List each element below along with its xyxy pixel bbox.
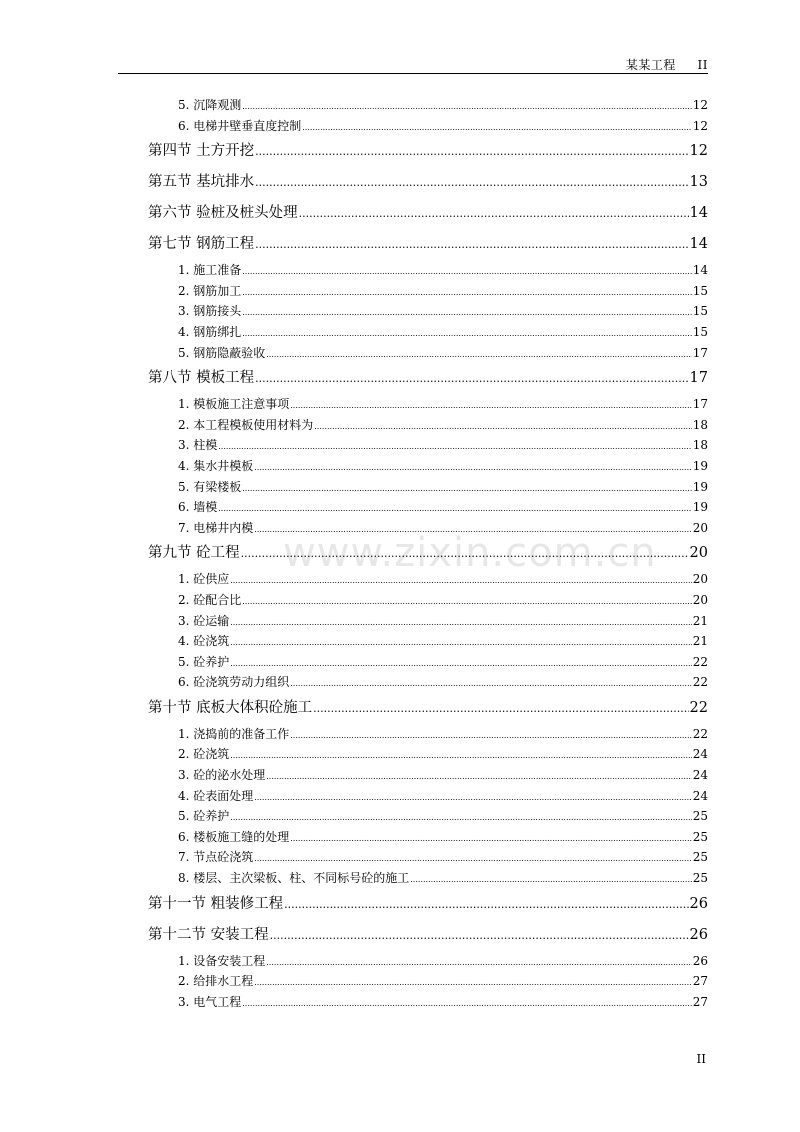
toc-subsection-entry[interactable] (148, 435, 708, 456)
toc-entry-label: 1. 砼供应 (178, 572, 230, 587)
toc-section-entry[interactable] (148, 198, 708, 229)
toc-entry-label: 第十二节 安装工程 (148, 926, 269, 943)
dot-leader (242, 281, 691, 304)
toc-entry-page-number: 27 (692, 974, 708, 989)
toc-entry-page-number: 22 (692, 654, 708, 669)
toc-subsection-entry[interactable] (148, 992, 708, 1013)
toc-entry-label: 第六节 验桩及桩头处理 (148, 205, 298, 222)
toc-entry-label: 1. 模板施工注意事项 (178, 397, 290, 412)
toc-subsection-entry[interactable] (148, 971, 708, 992)
toc-entry-page-number: 13 (689, 174, 708, 191)
toc-entry-label: 第十节 底板大体积砼施工 (148, 699, 313, 716)
dot-leader (270, 920, 689, 951)
dot-leader (230, 744, 691, 767)
dot-leader (299, 198, 689, 229)
toc-entry-label: 第十一节 粗装修工程 (148, 895, 284, 912)
dot-leader (218, 497, 691, 520)
toc-entry-label: 6. 砼浇筑劳动力组织 (178, 675, 290, 690)
toc-entry-page-number: 27 (692, 994, 708, 1009)
toc-entry-label: 1. 施工准备 (178, 263, 242, 278)
dot-leader (255, 363, 688, 394)
dot-leader (290, 394, 691, 417)
toc-entry-label: 3. 柱模 (178, 438, 218, 453)
watermark: www.zixin.com.cn (283, 530, 657, 576)
dot-leader (255, 167, 688, 198)
toc-entry-label: 6. 电梯井壁垂直度控制 (178, 118, 302, 133)
toc-entry-page-number: 26 (689, 895, 708, 912)
toc-entry-label: 2. 本工程模板使用材料为 (178, 417, 314, 432)
dot-leader (254, 518, 691, 541)
toc-entry-page-number: 22 (692, 726, 708, 741)
toc-entry-page-number: 24 (692, 768, 708, 783)
toc-entry-label: 2. 砼配合比 (178, 592, 242, 607)
toc-subsection-entry[interactable] (148, 415, 708, 436)
toc-entry-label: 5. 沉降观测 (178, 98, 242, 112)
toc-entry-page-number: 17 (689, 370, 708, 387)
toc-entry-page-number: 15 (692, 283, 708, 298)
toc-entry-page-number: 17 (692, 397, 708, 412)
dot-leader (266, 765, 691, 788)
toc-subsection-entry[interactable] (148, 868, 708, 889)
toc-section-entry[interactable] (148, 363, 708, 394)
header-title: 某某工程 (625, 58, 676, 72)
toc-subsection-entry[interactable] (148, 456, 708, 477)
toc-entry-label: 第四节 土方开挖 (148, 143, 255, 160)
toc-entry-page-number: 22 (692, 675, 708, 690)
header-rule (118, 73, 708, 74)
dot-leader (242, 477, 691, 500)
toc-subsection-entry[interactable] (148, 765, 708, 786)
dot-leader (242, 322, 691, 345)
toc-subsection-entry[interactable] (148, 518, 708, 539)
toc-section-entry[interactable] (148, 136, 708, 167)
toc-subsection-entry[interactable] (148, 343, 708, 364)
toc-entry-label: 2. 钢筋加工 (178, 283, 242, 298)
toc-section-entry[interactable] (148, 538, 708, 569)
toc-entry-label: 第五节 基坑排水 (148, 174, 255, 191)
toc-entry-label: 3. 砼的泌水处理 (178, 768, 266, 783)
toc-entry-page-number: 22 (689, 699, 708, 716)
toc-section-entry[interactable] (148, 920, 708, 951)
toc-entry-label: 1. 设备安装工程 (178, 953, 266, 968)
toc-subsection-entry[interactable] (148, 744, 708, 765)
toc-entry-label: 3. 电气工程 (178, 994, 242, 1009)
toc-entry-page-number: 15 (692, 304, 708, 319)
toc-entry-page-number: 19 (692, 479, 708, 494)
running-header (626, 56, 708, 73)
toc-subsection-entry[interactable] (148, 847, 708, 868)
toc-entry-page-number: 21 (692, 634, 708, 649)
toc-subsection-entry[interactable] (148, 116, 708, 137)
toc-entry-page-number: 18 (692, 417, 708, 432)
toc-entry-page-number: 15 (692, 324, 708, 339)
toc-entry-page-number: 25 (692, 850, 708, 865)
dot-leader (242, 95, 691, 118)
toc-entry-label: 4. 钢筋绑扎 (178, 324, 242, 339)
toc-entry-page-number: 19 (692, 458, 708, 473)
toc-subsection-entry[interactable] (148, 394, 708, 415)
toc-entry-page-number: 25 (692, 809, 708, 824)
dot-leader (230, 569, 691, 592)
table-of-contents (148, 95, 708, 1012)
toc-entry-page-number: 20 (692, 572, 708, 587)
toc-subsection-entry[interactable] (148, 477, 708, 498)
dot-leader (255, 136, 688, 167)
toc-subsection-entry[interactable] (148, 951, 708, 972)
toc-entry-label: 6. 楼板施工缝的处理 (178, 829, 290, 844)
toc-entry-label: 第七节 钢筋工程 (148, 236, 255, 253)
toc-entry-page-number: 24 (692, 788, 708, 803)
dot-leader (254, 847, 691, 870)
toc-subsection-entry[interactable] (148, 724, 708, 745)
toc-subsection-entry[interactable] (148, 590, 708, 611)
dot-leader (410, 868, 691, 891)
dot-leader (254, 456, 691, 479)
toc-entry-label: 7. 节点砼浇筑 (178, 850, 254, 865)
dot-leader (302, 116, 691, 139)
toc-subsection-entry[interactable] (148, 322, 708, 343)
toc-entry-label: 2. 砼浇筑 (178, 747, 230, 762)
toc-entry-page-number: 21 (692, 613, 708, 628)
toc-entry-page-number: 12 (689, 143, 708, 160)
toc-entry-label: 5. 砼养护 (178, 654, 230, 669)
toc-entry-label: 4. 砼表面处理 (178, 788, 254, 803)
toc-subsection-entry[interactable] (148, 301, 708, 322)
toc-entry-page-number: 26 (689, 926, 708, 943)
toc-entry-page-number: 14 (689, 236, 708, 253)
toc-entry-page-number: 12 (692, 98, 708, 112)
toc-entry-page-number: 14 (689, 205, 708, 222)
dot-leader (313, 693, 688, 724)
toc-subsection-entry[interactable] (148, 611, 708, 632)
toc-entry-label: 第八节 模板工程 (148, 370, 255, 387)
toc-subsection-entry[interactable] (148, 786, 708, 807)
dot-leader (242, 992, 691, 1015)
dot-leader (241, 538, 689, 569)
dot-leader (230, 806, 691, 829)
dot-leader (290, 827, 691, 850)
toc-entry-label: 4. 砼浇筑 (178, 634, 230, 649)
dot-leader (314, 415, 691, 438)
dot-leader (290, 724, 691, 747)
toc-entry-label: 第九节 砼工程 (148, 545, 240, 562)
toc-section-entry[interactable] (148, 693, 708, 724)
toc-entry-label: 5. 有梁楼板 (178, 479, 242, 494)
toc-entry-label: 7. 电梯井内模 (178, 520, 254, 535)
toc-entry-label: 8. 楼层、主次梁板、柱、不同标号砼的施工 (178, 871, 410, 886)
dot-leader (242, 301, 691, 324)
toc-subsection-entry[interactable] (148, 95, 708, 116)
dot-leader (266, 951, 691, 974)
footer-page-number: II (696, 1052, 706, 1066)
toc-entry-page-number: 19 (692, 500, 708, 515)
toc-section-entry[interactable] (148, 167, 708, 198)
toc-section-entry[interactable] (148, 229, 708, 260)
toc-subsection-entry[interactable] (148, 631, 708, 652)
toc-entry-page-number: 20 (692, 592, 708, 607)
toc-entry-label: 3. 钢筋接头 (178, 304, 242, 319)
toc-entry-page-number: 25 (692, 829, 708, 844)
dot-leader (218, 435, 691, 458)
toc-subsection-entry[interactable] (148, 497, 708, 518)
dot-leader (230, 631, 691, 654)
toc-subsection-entry[interactable] (148, 281, 708, 302)
toc-entry-page-number: 24 (692, 747, 708, 762)
toc-subsection-entry[interactable] (148, 806, 708, 827)
dot-leader (254, 786, 691, 809)
header-page-number: II (697, 58, 708, 72)
toc-subsection-entry[interactable] (148, 652, 708, 673)
toc-entry-page-number: 25 (692, 871, 708, 886)
dot-leader (230, 652, 691, 675)
toc-entry-label: 4. 集水井模板 (178, 458, 254, 473)
dot-leader (290, 672, 691, 695)
toc-entry-page-number: 20 (689, 545, 708, 562)
dot-leader (266, 343, 691, 366)
toc-subsection-entry[interactable] (148, 672, 708, 693)
toc-entry-page-number: 17 (692, 345, 708, 360)
toc-entry-label: 5. 砼养护 (178, 809, 230, 824)
toc-subsection-entry[interactable] (148, 260, 708, 281)
toc-entry-label: 3. 砼运输 (178, 613, 230, 628)
toc-entry-page-number: 18 (692, 438, 708, 453)
toc-subsection-entry[interactable] (148, 827, 708, 848)
dot-leader (284, 889, 688, 920)
toc-entry-label: 6. 墙模 (178, 500, 218, 515)
toc-entry-page-number: 26 (692, 953, 708, 968)
dot-leader (255, 229, 688, 260)
toc-entry-page-number: 20 (692, 520, 708, 535)
dot-leader (254, 971, 691, 994)
toc-entry-label: 5. 钢筋隐蔽验收 (178, 345, 266, 360)
dot-leader (230, 611, 691, 634)
toc-entry-page-number: 14 (692, 263, 708, 278)
dot-leader (242, 260, 691, 283)
dot-leader (242, 590, 691, 613)
toc-entry-label: 1. 浇捣前的准备工作 (178, 726, 290, 741)
toc-entry-page-number: 12 (692, 118, 708, 133)
toc-entry-label: 2. 给排水工程 (178, 974, 254, 989)
toc-subsection-entry[interactable] (148, 569, 708, 590)
toc-section-entry[interactable] (148, 889, 708, 920)
